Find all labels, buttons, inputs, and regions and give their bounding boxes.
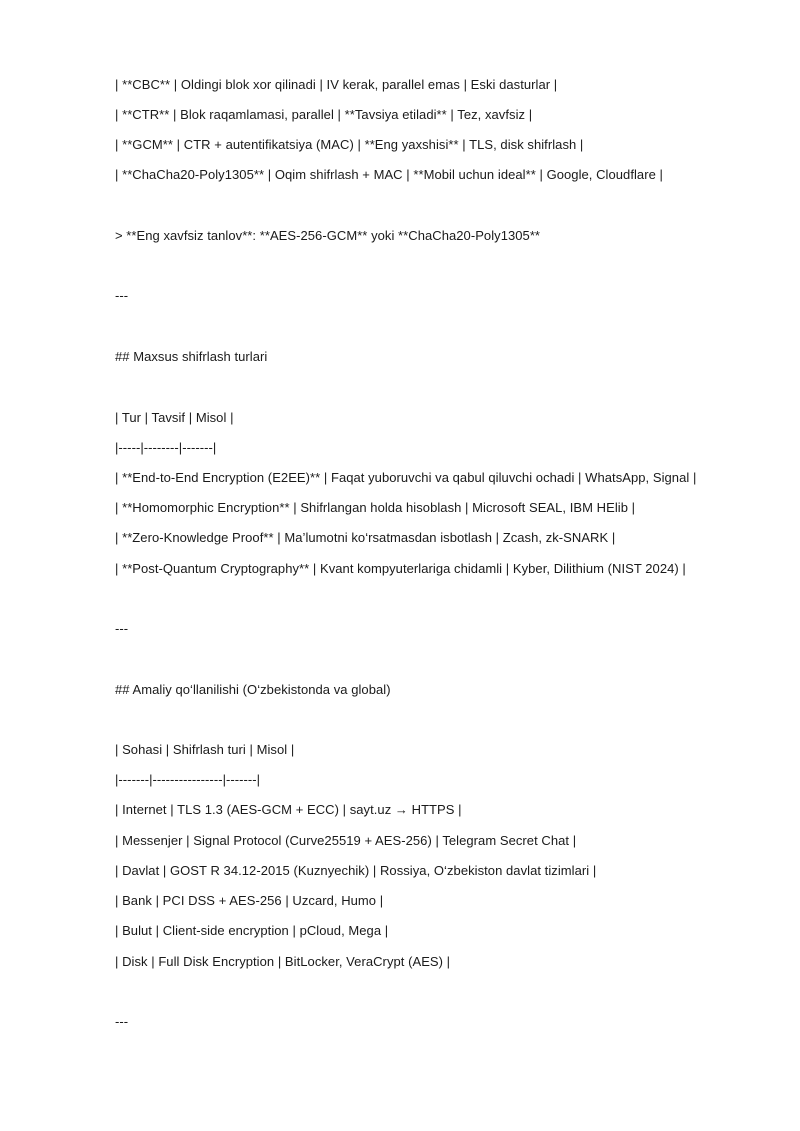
table-row-bulut: | Bulut | Client-side encryption | pCloud, Mega | xyxy=(115,923,389,938)
blockquote-recommendation: > **Eng xavfsiz tanlov**: **AES-256-GCM** yoki **ChaCha20-Poly1305** xyxy=(115,228,541,243)
section-heading-special-encryption: ## Maxsus shifrlash turlari xyxy=(115,349,268,364)
table-row-disk: | Disk | Full Disk Encryption | BitLocker, VeraCrypt (AES) | xyxy=(115,954,451,969)
table-row-internet: | Internet | TLS 1.3 (AES-GCM + ECC) | sayt.uz → HTTPS | xyxy=(115,802,462,817)
horizontal-rule: --- xyxy=(115,288,129,303)
table-separator-row: |-------|----------------|-------| xyxy=(115,772,261,787)
table-row-bank: | Bank | PCI DSS + AES-256 | Uzcard, Humo | xyxy=(115,893,384,908)
table-row-homomorphic: | **Homomorphic Encryption** | Shifrlangan holda hisoblash | Microsoft SEAL, IBM HElib | xyxy=(115,500,636,515)
table-header-row: | Sohasi | Shifrlash turi | Misol | xyxy=(115,742,295,757)
horizontal-rule: --- xyxy=(115,621,129,636)
table-header-row: | Tur | Tavsif | Misol | xyxy=(115,410,234,425)
table-row-davlat: | Davlat | GOST R 34.12-2015 (Kuznyechik) | Rossiya, O‘zbekiston davlat tizimlari | xyxy=(115,863,597,878)
table-separator-row: |-----|--------|-------| xyxy=(115,440,217,455)
table-row-ctr: | **CTR** | Blok raqamlamasi, parallel | **Tavsiya etiladi** | Tez, xavfsiz | xyxy=(115,107,533,122)
horizontal-rule: --- xyxy=(115,1014,129,1029)
table-row-zero-knowledge: | **Zero-Knowledge Proof** | Ma’lumotni ko‘rsatmasdan isbotlash | Zcash, zk-SNARK | xyxy=(115,530,616,545)
table-row-chacha20: | **ChaCha20-Poly1305** | Oqim shifrlash + MAC | **Mobil uchun ideal** | Google, Cloudflare | xyxy=(115,167,663,182)
table-row-e2ee: | **End-to-End Encryption (E2EE)** | Faqat yuboruvchi va qabul qiluvchi ochadi | WhatsApp, Signal | xyxy=(115,470,697,485)
table-row-post-quantum: | **Post-Quantum Cryptography** | Kvant kompyuterlariga chidamli | Kyber, Dilithium (NIST 2024) | xyxy=(115,561,686,576)
table-row-messenjer: | Messenjer | Signal Protocol (Curve25519 + AES-256) | Telegram Secret Chat | xyxy=(115,833,577,848)
table-row-gcm: | **GCM** | CTR + autentifikatsiya (MAC) | **Eng yaxshisi** | TLS, disk shifrlash | xyxy=(115,137,584,152)
table-row-cbc: | **CBC** | Oldingi blok xor qilinadi | IV kerak, parallel emas | Eski dasturlar | xyxy=(115,77,558,92)
section-heading-practical-use: ## Amaliy qo‘llanilishi (O‘zbekistonda va global) xyxy=(115,682,391,697)
